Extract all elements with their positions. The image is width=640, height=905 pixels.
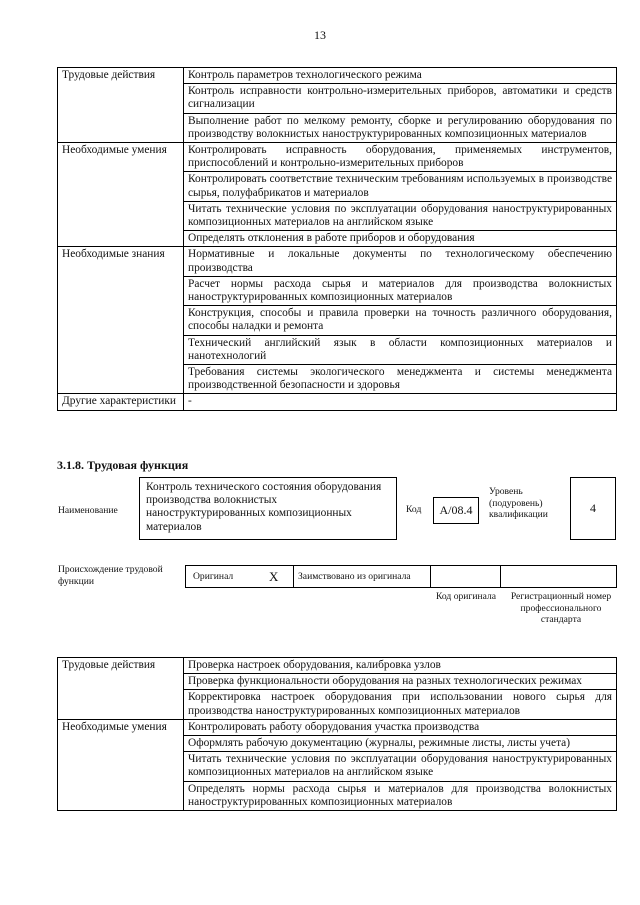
item-cell: - <box>184 394 617 410</box>
requirements-table-bottom <box>57 657 617 811</box>
code-original-label: Код оригинала <box>435 591 497 602</box>
divider <box>430 566 431 587</box>
registration-number-label: Регистрационный номер профессионального стандарта <box>510 591 612 625</box>
table-row <box>58 247 617 276</box>
table-row <box>58 68 617 84</box>
original-label: Оригинал <box>193 571 234 582</box>
item-cell: Контроль параметров технологического режима <box>184 68 617 84</box>
origin-row <box>185 565 617 588</box>
item-cell: Корректировка настроек оборудования при использовании нового сырья для производства наноструктурированных композиционных материалов <box>184 690 617 719</box>
item-cell: Читать технические условия по эксплуатации оборудования наноструктурированных композиционных материалов на английском языке <box>184 752 617 781</box>
item-cell: Контролировать работу оборудования участка производства <box>184 719 617 735</box>
item-cell: Расчет нормы расхода сырья и материалов для производства волокнистых наноструктурированных композиционных материалов <box>184 276 617 305</box>
name-label: Наименование <box>58 505 118 516</box>
item-cell: Контроль исправности контрольно-измерительных приборов, автоматики и средств сигнализации <box>184 84 617 113</box>
category-cell: Необходимые умения <box>58 719 184 810</box>
divider <box>293 566 294 587</box>
item-cell: Нормативные и локальные документы по технологическому обеспечению производства <box>184 247 617 276</box>
item-cell: Определять нормы расхода сырья и материалов для производства волокнистых наноструктурированных композиционных материалов <box>184 781 617 810</box>
function-code-box: A/08.4 <box>433 497 479 524</box>
origin-label: Происхождение трудовой функции <box>58 564 163 587</box>
qualification-level-box: 4 <box>570 477 616 540</box>
item-cell: Проверка функциональности оборудования на разных технологических режимах <box>184 674 617 690</box>
item-cell: Определять отклонения в работе приборов и оборудования <box>184 231 617 247</box>
table-row <box>58 658 617 674</box>
category-cell: Необходимые умения <box>58 143 184 247</box>
qualification-level-label: Уровень (подуровень) квалификации <box>489 486 548 520</box>
item-cell: Проверка настроек оборудования, калибровка узлов <box>184 658 617 674</box>
table-row <box>58 143 617 172</box>
page-number: 13 <box>314 28 326 42</box>
item-cell: Читать технические условия по эксплуатации оборудования наноструктурированных композиционных материалов на английском языке <box>184 201 617 230</box>
divider <box>500 566 501 587</box>
item-cell: Конструкция, способы и правила проверки на точность различного оборудования, способы наладки и ремонта <box>184 306 617 335</box>
category-cell: Трудовые действия <box>58 68 184 143</box>
category-cell: Трудовые действия <box>58 658 184 720</box>
table-row <box>58 719 617 735</box>
original-mark: X <box>269 569 279 584</box>
item-cell: Контролировать соответствие техническим требованиям используемых в производстве сырья, полуфабрикатов и материалов <box>184 172 617 201</box>
borrowed-label: Заимствовано из оригинала <box>298 571 411 582</box>
function-name-box: Контроль технического состояния оборудования производства волокнистых наноструктурированных композиционных материалов <box>139 477 397 540</box>
section-heading: 3.1.8. Трудовая функция <box>57 458 189 472</box>
item-cell: Требования системы экологического менеджмента и системы менеджмента производственной безопасности и здоровья <box>184 365 617 394</box>
item-cell: Оформлять рабочую документацию (журналы, режимные листы, листы учета) <box>184 736 617 752</box>
code-label: Код <box>406 504 422 515</box>
item-cell: Технический английский язык в области композиционных материалов и нанотехнологий <box>184 335 617 364</box>
category-cell: Необходимые знания <box>58 247 184 394</box>
requirements-table-top <box>57 67 617 411</box>
item-cell: Выполнение работ по мелкому ремонту, сборке и регулированию оборудования по производству волокнистых наноструктурированных композиционных материалов <box>184 113 617 142</box>
item-cell: Контролировать исправность оборудования, применяемых инструментов, приспособлений и контрольно-измерительных приборов <box>184 143 617 172</box>
table-row <box>58 394 617 410</box>
category-cell: Другие характеристики <box>58 394 184 410</box>
